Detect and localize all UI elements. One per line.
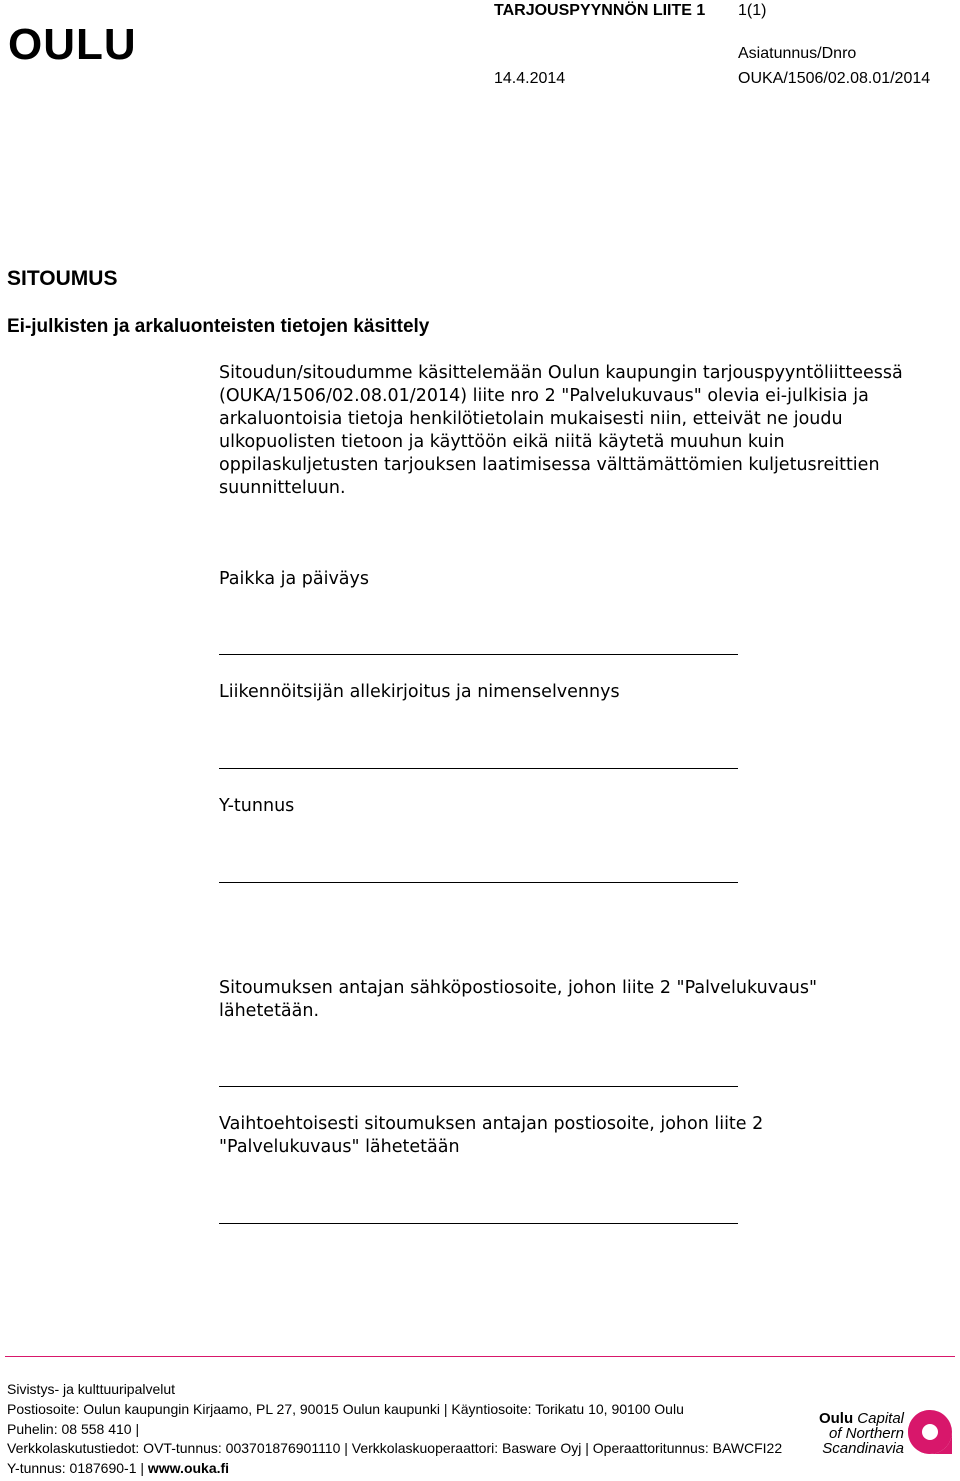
ref-number: OUKA/1506/02.08.01/2014	[738, 70, 931, 87]
doc-date: 14.4.2014	[494, 70, 566, 87]
oulu-logo: OULU	[8, 20, 137, 69]
email-text-line: lähetetään.	[219, 1001, 320, 1021]
paragraph-line: arkaluontoisia tietoja henkilötietolain mukaisesti niin, etteivät ne joudu	[219, 409, 843, 429]
email-text-line: Sitoumuksen antajan sähköpostiosoite, johon liite 2 "Palvelukuvaus"	[219, 978, 818, 998]
paragraph-line: ulkopuolisten tietoon ja käyttöön eikä niitä käytetä muuhun kuin	[219, 432, 785, 452]
paragraph-line: suunnitteluun.	[219, 478, 346, 498]
place-date-text: Paikka ja päiväys	[219, 569, 369, 589]
postal-line	[219, 1223, 738, 1224]
brand-oulu: Oulu	[818, 1410, 854, 1427]
page-subtitle: Ei-julkisten ja arkaluonteisten tietojen käsittely	[7, 316, 430, 337]
signature-text: Liikennöitsijän allekirjoitus ja nimenselvennys	[219, 682, 620, 702]
commitment-paragraph	[219, 362, 959, 500]
footer-address: Postiosoite: Oulun kaupungin Kirjaamo, PL 27, 90015 Oulun kaupunki | Käyntiosoite: Torikatu 10, 90100 Oulu	[7, 1401, 684, 1417]
page-title: SITOUMUS	[7, 267, 118, 290]
postal-text-line: "Palvelukuvaus" lähetetään	[219, 1137, 460, 1157]
footer-website-link[interactable]: www.ouka.fi	[147, 1460, 230, 1476]
footer-invoicing: Verkkolaskutustiedot: OVT-tunnus: 003701876901110 | Verkkolaskuoperaattori: Basware Oyj | Operaattoritunnus: BAWCFI22	[7, 1440, 783, 1456]
ref-label: Asiatunnus/Dnro	[738, 45, 857, 62]
business-id-line	[219, 882, 738, 883]
brand-line3: Scandinavia	[822, 1440, 904, 1457]
postal-text-line: Vaihtoehtoisesti sitoumuksen antajan postiosoite, johon liite 2	[219, 1114, 764, 1134]
business-id-text: Y-tunnus	[219, 796, 295, 816]
signature-line	[219, 768, 738, 769]
email-label	[219, 977, 817, 1023]
place-date-line	[219, 654, 738, 655]
brand-capital: Capital	[857, 1410, 904, 1427]
footer-business-id-row	[7, 1459, 229, 1478]
oulu-brand-icon	[906, 1408, 954, 1456]
paragraph-line: (OUKA/1506/02.08.01/2014) liite nro 2 "Palvelukuvaus" olevia ei-julkisia ja	[219, 386, 869, 406]
signature-label	[219, 681, 620, 704]
paragraph-line: Sitoudun/sitoudumme käsittelemään Oulun kaupungin tarjouspyyntöliitteessä	[219, 363, 903, 383]
place-date-label	[219, 568, 369, 591]
doc-title: TARJOUSPYYNNÖN LIITE 1	[494, 2, 706, 19]
brand-slogan	[806, 1411, 904, 1456]
footer-department: Sivistys- ja kulttuuripalvelut	[7, 1381, 176, 1397]
postal-label	[219, 1113, 763, 1159]
footer-business-id: Y-tunnus: 0187690-1 |	[7, 1460, 145, 1476]
footer-divider	[5, 1356, 955, 1357]
business-id-label	[219, 795, 294, 818]
paragraph-line: oppilaskuljetusten tarjouksen laatimisessa välttämättömien kuljetusreittien	[219, 455, 880, 475]
page-count: 1(1)	[738, 2, 767, 19]
email-line	[219, 1086, 738, 1087]
brand-line2: of Northern	[828, 1425, 904, 1442]
footer-phone: Puhelin: 08 558 410 |	[7, 1421, 140, 1437]
